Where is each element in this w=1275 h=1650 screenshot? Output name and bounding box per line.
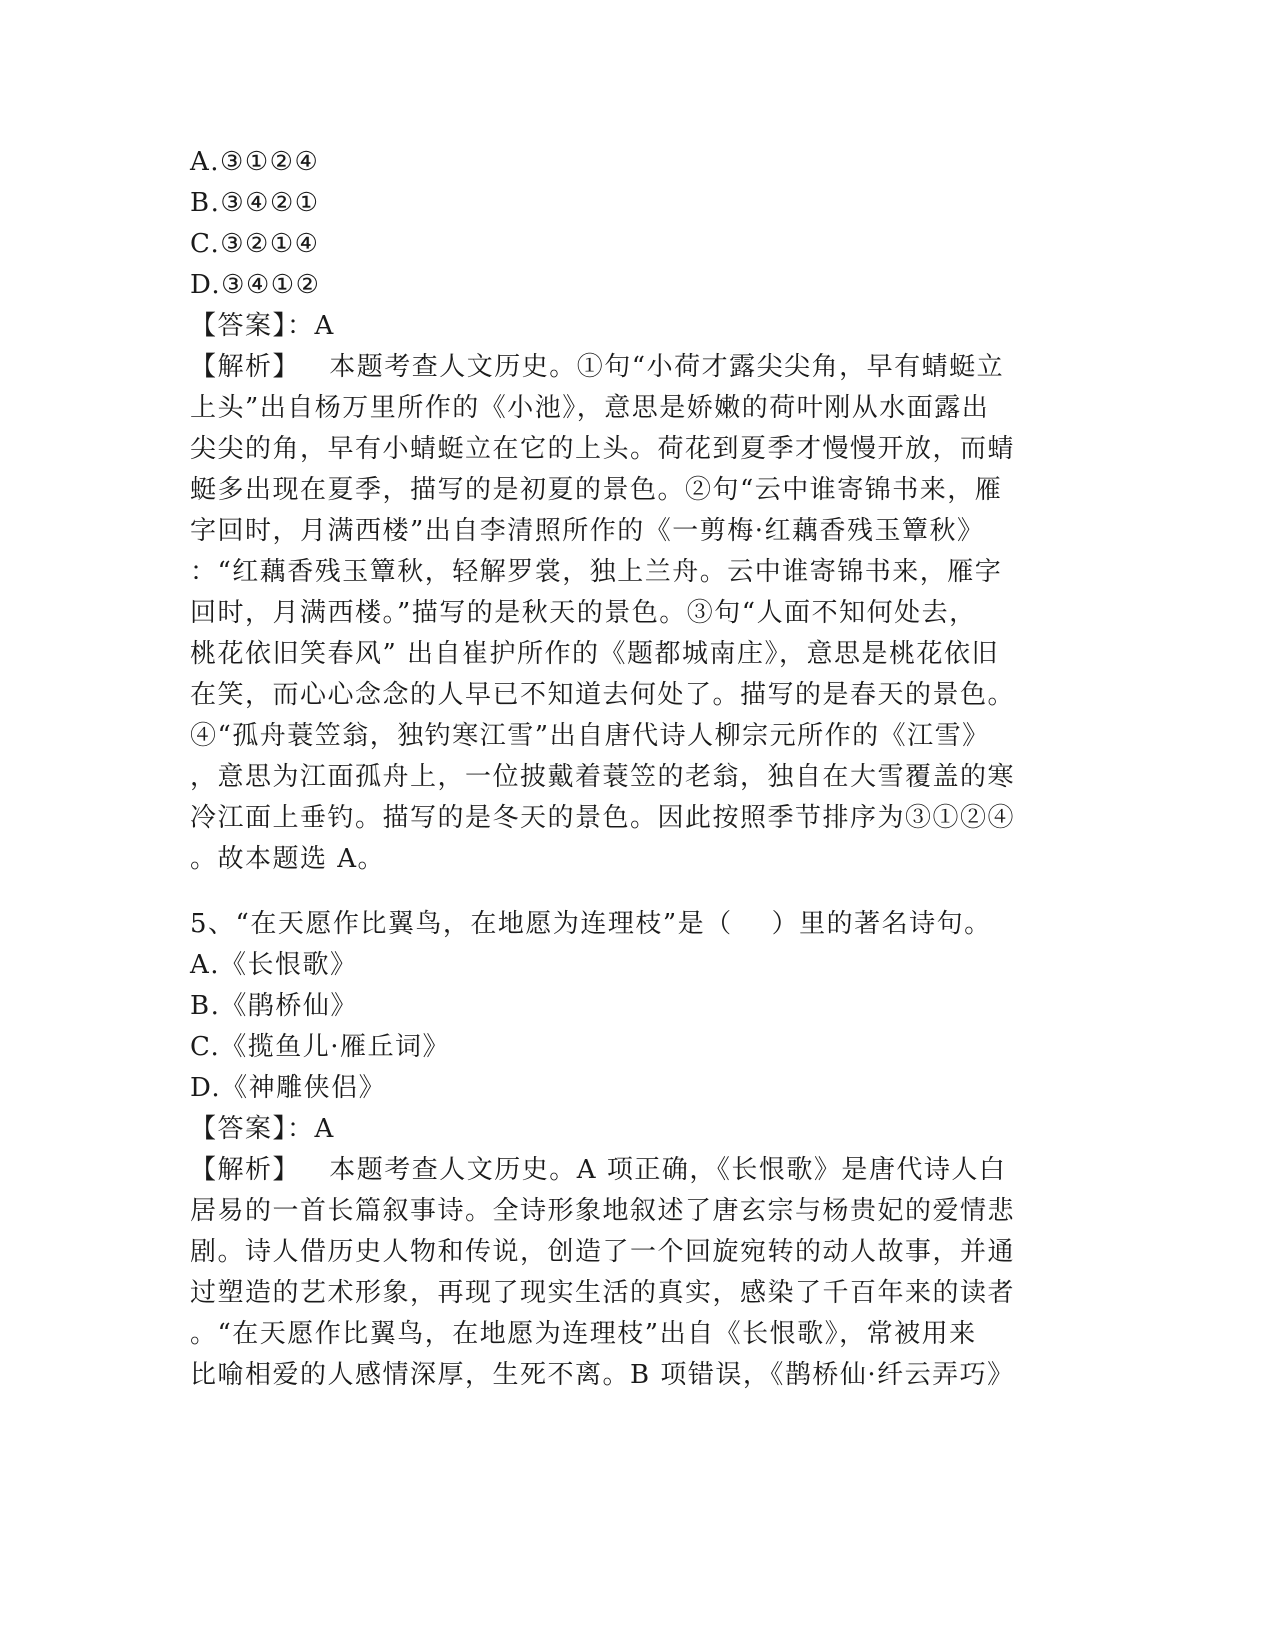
q4-analysis-line: ，意思为江面孤舟上，一位披戴着蓑笠的老翁，独自在大雪覆盖的寒 — [190, 762, 1016, 792]
q5-option-a: A.《长恨歌》 — [190, 950, 358, 980]
q4-analysis-line: 【解析】 本题考查人文历史。①句“小荷才露尖尖角，早有蜻蜓立 — [190, 352, 1005, 382]
q5-option-c: C.《揽鱼儿·雁丘词》 — [190, 1032, 450, 1062]
q5-analysis-line: 【解析】 本题考查人文历史。A 项正确，《长恨歌》是唐代诗人白 — [190, 1155, 1007, 1185]
q4-option-c: C.③②①④ — [190, 229, 320, 259]
q4-analysis-line: 桃花依旧笑春风” 出自崔护所作的《题都城南庄》，意思是桃花依旧 — [190, 639, 1000, 669]
q5-analysis-line: 居易的一首长篇叙事诗。全诗形象地叙述了唐玄宗与杨贵妃的爱情悲 — [190, 1196, 1016, 1226]
q4-answer: 【答案】：A — [190, 311, 335, 341]
q5-analysis-line: 剧。诗人借历史人物和传说，创造了一个回旋宛转的动人故事，并通 — [190, 1237, 1016, 1267]
q5-option-b: B.《鹃桥仙》 — [190, 991, 358, 1021]
q4-analysis-line: 回时，月满西楼。”描写的是秋天的景色。③句“人面不知何处去， — [190, 598, 977, 628]
q5-option-d: D.《神雕侠侣》 — [190, 1073, 387, 1103]
q4-analysis-line: 尖尖的角，早有小蜻蜓立在它的上头。荷花到夏季才慢慢开放，而蜻 — [190, 434, 1016, 464]
q4-option-d: D.③④①② — [190, 270, 321, 300]
q4-option-a: A.③①②④ — [190, 147, 320, 177]
q5-answer: 【答案】：A — [190, 1114, 335, 1144]
q5-question: 5、“在天愿作比翼鸟，在地愿为连理枝”是（ ）里的著名诗句。 — [190, 909, 992, 939]
q5-analysis-line: 。“在天愿作比翼鸟，在地愿为连理枝”出自《长恨歌》，常被用来 — [190, 1319, 977, 1349]
q4-analysis-line: 。故本题选 A。 — [190, 844, 386, 874]
q4-analysis-line: 在笑，而心心念念的人早已不知道去何处了。描写的是春天的景色。 — [190, 680, 1016, 710]
q4-analysis-line: 字回时，月满西楼”出自李清照所作的《一剪梅·红藕香残玉簟秋》 — [190, 516, 985, 546]
q4-analysis-line: ：“红藕香残玉簟秋，轻解罗裳，独上兰舟。云中谁寄锦书来，雁字 — [190, 557, 1003, 587]
q4-analysis-line: 冷江面上垂钓。描写的是冬天的景色。因此按照季节排序为③①②④ — [190, 803, 1016, 833]
q4-option-b: B.③④②① — [190, 188, 320, 218]
q4-analysis-line: 蜓多出现在夏季，描写的是初夏的景色。②句“云中谁寄锦书来，雁 — [190, 475, 1003, 505]
q5-analysis-line: 过塑造的艺术形象，再现了现实生活的真实，感染了千百年来的读者 — [190, 1278, 1016, 1308]
q5-analysis-line: 比喻相爱的人感情深厚，生死不离。B 项错误，《鹊桥仙·纤云弄巧》 — [190, 1360, 1015, 1390]
q4-analysis-line: ④“孤舟蓑笠翁，独钓寒江雪”出自唐代诗人柳宗元所作的《江雪》 — [190, 721, 990, 751]
q4-analysis-line: 上头”出自杨万里所作的《小池》，意思是娇嫩的荷叶刚从水面露出 — [190, 393, 990, 423]
